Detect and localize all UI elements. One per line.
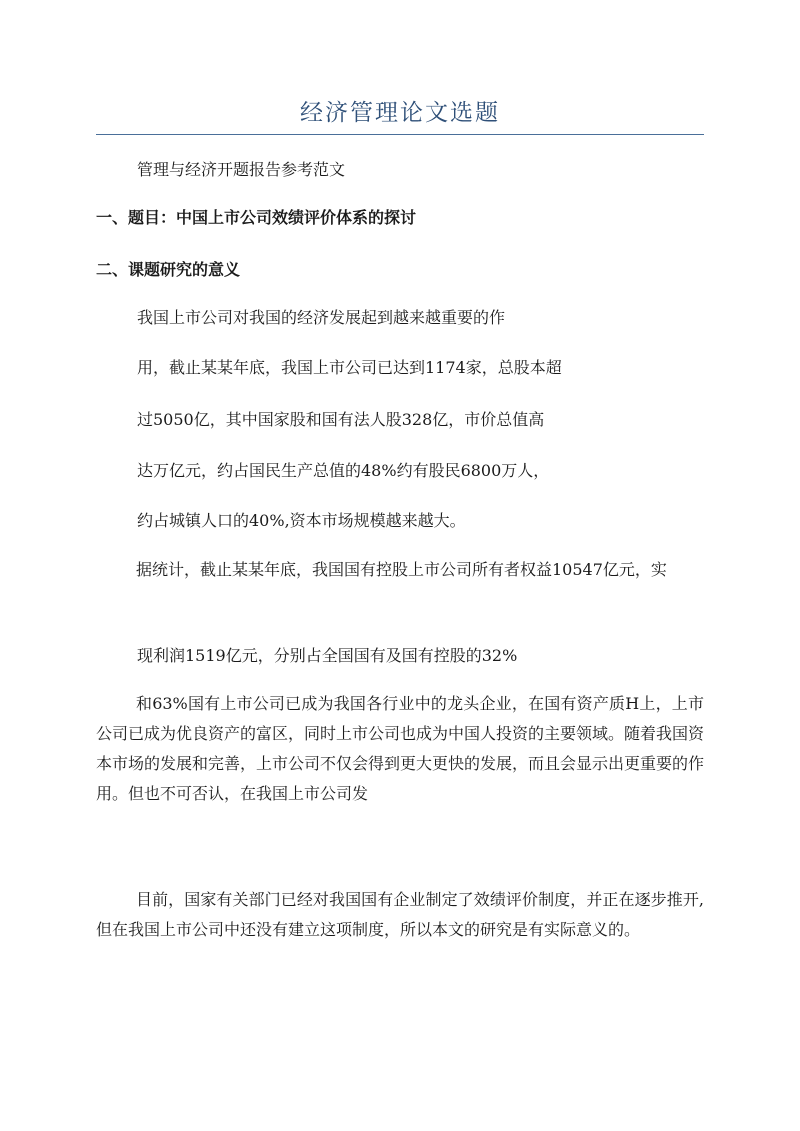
section-heading-topic: 一、题目：中国上市公司效绩评价体系的探讨 bbox=[96, 208, 417, 227]
body-line: 约占城镇人口的40%,资本市场规模越来越大。 bbox=[137, 511, 466, 530]
body-line: 用，截止某某年底，我国上市公司已达到1174家，总股本超 bbox=[137, 358, 562, 377]
document-title: 经济管理论文选题 bbox=[300, 100, 500, 126]
body-line: 过5050亿，其中国家股和国有法人股328亿，市价总值高 bbox=[137, 410, 545, 429]
paragraph-statistics: 据统计，截止某某年底，我国国有控股上市公司所有者权益10547亿元，实 bbox=[136, 560, 667, 579]
paragraph-current-status: 目前，国家有关部门已经对我国国有企业制定了效绩评价制度，并正在逐步推开,但在我国上市公司中还没有建立这项制度，所以本文的研究是有实际意义的。 bbox=[96, 890, 704, 939]
body-line: 现利润1519亿元，分别占全国国有及国有控股的32% bbox=[137, 646, 518, 665]
paragraph-listed-companies-role: 和63%国有上市公司已成为我国各行业中的龙头企业，在国有资产质H上，上市公司已成为优良资产的富区，同时上市公司也成为中国人投资的主要领域。随着我国资本市场的发展和完善，上市公司不仅会得到更大更快的发展，而且会显示出更重要的作用。但也不可否认，在我国上市公司发 bbox=[96, 694, 705, 803]
section-heading-significance: 二、课题研究的意义 bbox=[96, 260, 241, 279]
document-subtitle: 管理与经济开题报告参考范文 bbox=[137, 160, 346, 179]
title-underline bbox=[96, 134, 704, 135]
body-line: 达万亿元，约占国民生产总值的48%约有股民6800万人， bbox=[137, 461, 550, 480]
body-line: 我国上市公司对我国的经济发展起到越来越重要的作 bbox=[137, 308, 506, 327]
